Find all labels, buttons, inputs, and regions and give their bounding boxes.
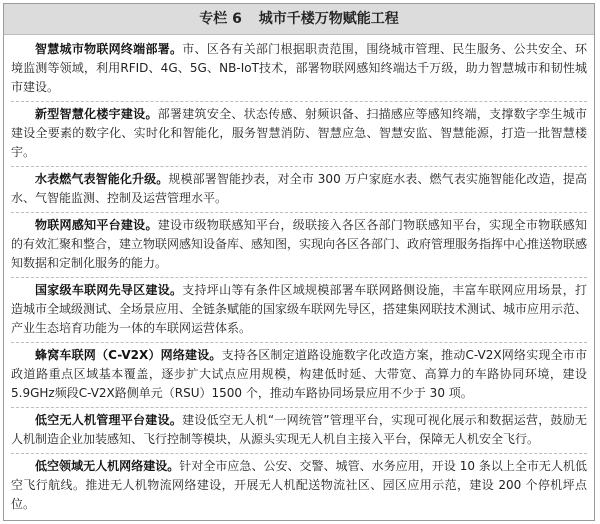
item-body: 部署建筑安全、状态传感、射频识备、扫描感应等感知终端，支撑数字孪生城市建设全要素的数字化、实时化和智能化，服务智慧消防、智慧应急、智慧安监、智慧能源，打造一批智慧楼宇。 (11, 107, 587, 159)
column-title-bar (4, 4, 594, 35)
column-label: 专栏 6 (199, 11, 242, 27)
column-content (4, 35, 594, 518)
item-heading: 蜂窝车联网（C-V2X）网络建设。 (35, 348, 222, 362)
column-box (3, 3, 595, 521)
item-body: 市、区各有关部门根据职责范围，围绕城市管理、民生服务、公共安全、环境监测等领域，利用RFID、4G、5G、NB-IoT技术，部署物联网感知终端达千万级，助力智慧城市和韧性城市建设。 (11, 42, 587, 94)
item-heading: 物联网感知平台建设。 (35, 218, 158, 232)
item-heading: 低空无人机管理平台建设。 (35, 413, 183, 427)
item-heading: 低空领域无人机网络建设。 (35, 459, 180, 473)
item-body: 建设市级物联感知平台，级联接入各区各部门物联感知平台，实现全市物联感知的有效汇聚和整合，建立物联网感知设备库、感知图，实现向各区各部门、政府管理服务指挥中心推送物联感知数据和定制化服务的能力。 (11, 218, 588, 270)
item-body: 支持各区制定道路设施数字化改造方案，推动C-V2X网络实现全市市政道路重点区域基本覆盖，逐步扩大试点应用规模，构建低时延、大带宽、高算力的车路协同环境，建设 5.9GHz频段C-V2X路侧单元（RSU）1500 个，推动车路协同场景应用不少于 30 项。 (11, 348, 587, 400)
list-item (11, 278, 587, 343)
list-item (11, 213, 587, 278)
item-body: 建设低空无人机“一网统管”管理平台，实现可视化展示和数据运营，鼓励无人机制造企业加装感知、飞行控制等模块，从源头实现无人机自主接入平台，保障无人机安全飞行。 (11, 413, 587, 446)
item-body: 规模部署智能抄表，对全市 300 万户家庭水表、燃气表实施智能化改造，提高水、气智能监测、控制及运营管理水平。 (11, 172, 587, 205)
item-heading: 国家级车联网先导区建设。 (35, 283, 183, 297)
item-heading: 水表燃气表智能化升级。 (35, 172, 169, 186)
item-heading: 新型智慧化楼宇建设。 (35, 107, 158, 121)
item-body: 针对全市应急、公安、交警、城管、水务应用，开设 10 条以上全市无人机低空飞行航线。推进无人机物流网络建设，开展无人机配送物流社区、园区应用示范，建设 200 个停机坪点位。 (11, 459, 587, 511)
item-heading: 智慧城市物联网终端部署。 (35, 42, 183, 56)
list-item (11, 343, 587, 408)
list-item (11, 167, 587, 213)
list-item (11, 102, 587, 167)
list-item (11, 408, 587, 454)
item-body: 支持坪山等有条件区域规模部署车联网路侧设施，丰富车联网应用场景，打造城市全域级测试、全场景应用、全链条赋能的国家级车联网先导区，搭建集网联技术测试、城市应用示范、产业生态培育功能为一体的车联网运营体系。 (11, 283, 588, 335)
column-title: 城市千楼万物赋能工程 (258, 11, 399, 27)
list-item (11, 454, 587, 518)
list-item (11, 37, 587, 102)
